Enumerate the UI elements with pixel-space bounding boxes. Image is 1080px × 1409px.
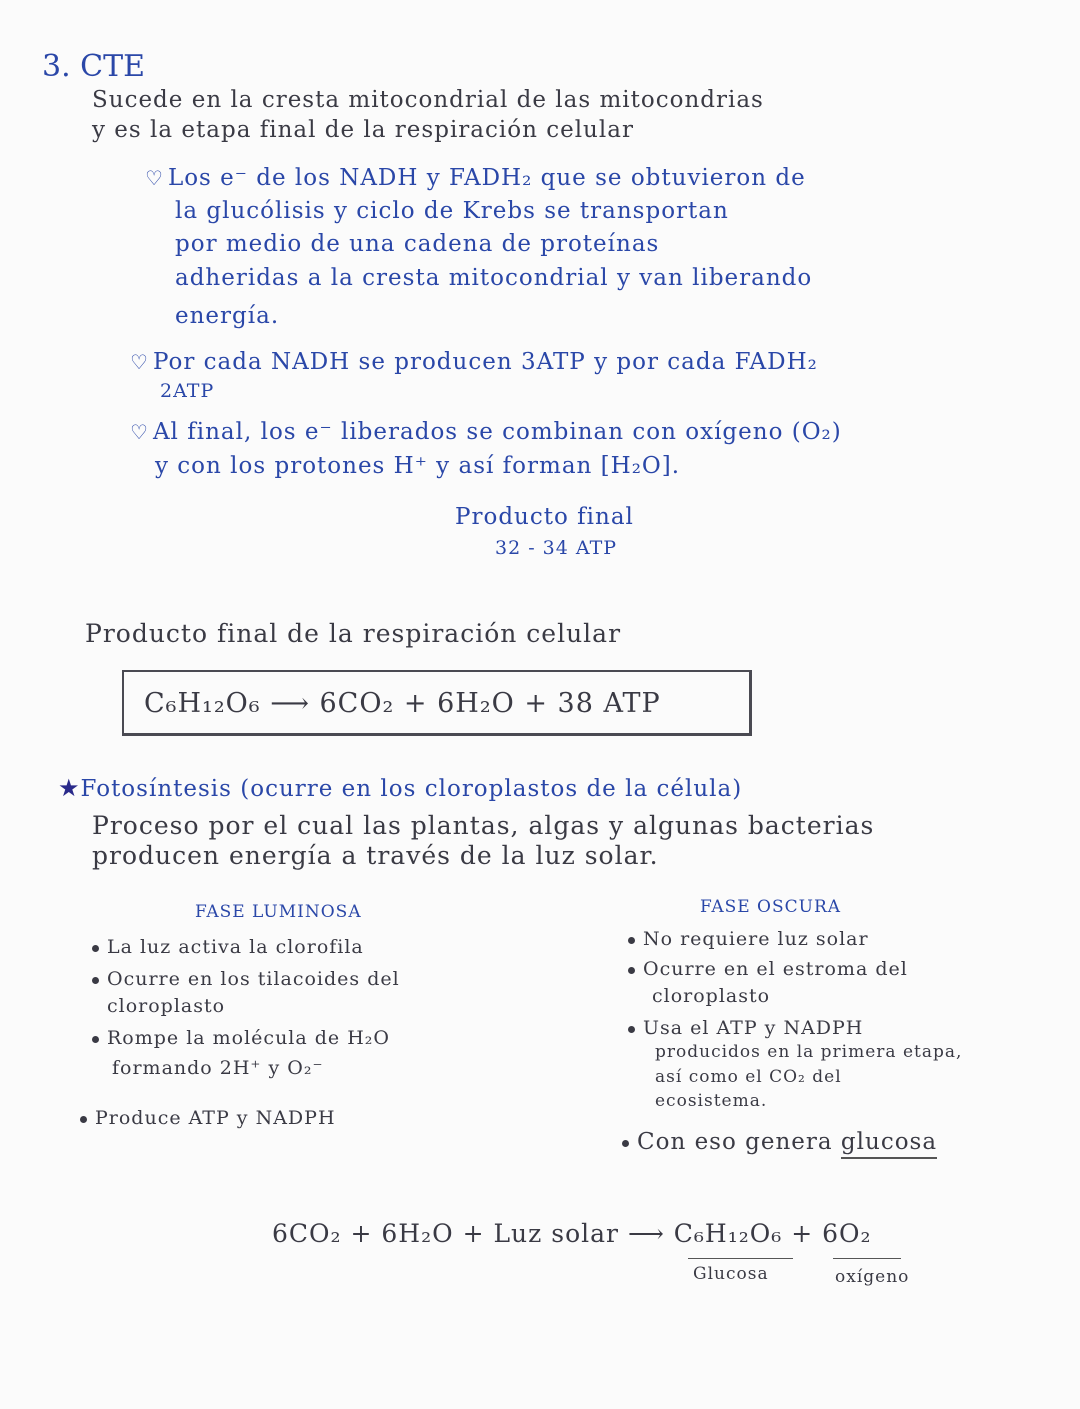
bullet-icon [628, 967, 635, 974]
respiration-product-title: Producto final de la respiración celular [85, 619, 622, 648]
photosynthesis-definition-line-1: Proceso por el cual las plantas, algas y algunas bacterias [92, 811, 875, 840]
cte-paragraph-3-line-2: y con los protones H⁺ y así forman [H₂O]. [155, 453, 681, 479]
cte-product-value: 32 - 34 ATP [495, 537, 618, 559]
section-heading-cte: 3. CTE [42, 49, 146, 84]
bullet-icon [92, 977, 99, 984]
cte-paragraph-1-line-3: por medio de una cadena de proteínas [175, 231, 660, 257]
oxygen-underline [833, 1258, 901, 1259]
heart-icon: ♡ [145, 166, 164, 190]
glucose-label: Glucosa [693, 1264, 769, 1284]
cte-paragraph-2-line-2: 2ATP [160, 380, 215, 402]
equation-glucose: C₆H₁₂O₆ [673, 1219, 783, 1248]
dark-bullet-2: Ocurre en el estroma del [628, 959, 908, 980]
cte-intro-line-1: Sucede en la cresta mitocondrial de las mitocondrias [92, 87, 764, 113]
equation-plus: + [791, 1219, 814, 1248]
cte-paragraph-1-line-5: energía. [175, 303, 280, 329]
dark-bullet-3-cont-2: así como el CO₂ del [655, 1067, 842, 1087]
bullet-icon [628, 937, 635, 944]
cte-intro-line-2: y es la etapa final de la respiración celular [92, 117, 634, 143]
cte-paragraph-1-line-2: la glucólisis y ciclo de Krebs se transportan [175, 198, 729, 224]
luminous-bullet-3: Rompe la molécula de H₂O [92, 1028, 390, 1049]
luminous-bullet-3-cont: formando 2H⁺ y O₂⁻ [112, 1057, 324, 1079]
cte-paragraph-2-line-1: ♡ Por cada NADH se producen 3ATP y por cada FADH₂ [130, 349, 818, 375]
bullet-icon [92, 945, 99, 952]
respiration-equation-box [122, 670, 752, 736]
luminous-phase-title: FASE LUMINOSA [195, 902, 362, 922]
bullet-icon [80, 1116, 87, 1123]
photosynthesis-title: ★Fotosíntesis (ocurre en los cloroplastos de la célula) [58, 774, 743, 802]
bullet-icon [628, 1026, 635, 1033]
equation-oxygen: 6O₂ [822, 1219, 872, 1248]
star-icon: ★ [58, 774, 81, 802]
heart-icon: ♡ [130, 350, 149, 374]
dark-bullet-3-cont-1: producidos en la primera etapa, [655, 1042, 963, 1062]
luminous-bullet-1: La luz activa la clorofila [92, 937, 364, 958]
dark-bullet-3: Usa el ATP y NADPH [628, 1018, 863, 1039]
luminous-bullet-4: Produce ATP y NADPH [80, 1108, 336, 1129]
heart-icon: ♡ [130, 420, 149, 444]
cte-paragraph-1-line-4: adheridas a la cresta mitocondrial y van liberando [175, 265, 813, 291]
photosynthesis-equation [272, 1220, 872, 1248]
cte-product-label: Producto final [455, 504, 634, 530]
glucosa-underlined: glucosa [841, 1129, 937, 1159]
bullet-icon [92, 1036, 99, 1043]
cte-paragraph-1-line-1: ♡ Los e⁻ de los NADH y FADH₂ que se obtuvieron de [145, 165, 806, 191]
glucose-underline [688, 1258, 793, 1259]
bullet-icon [622, 1140, 629, 1147]
luminous-bullet-2: Ocurre en los tilacoides del [92, 969, 400, 990]
cte-paragraph-3-line-1: ♡ Al final, los e⁻ liberados se combinan con oxígeno (O₂) [130, 419, 842, 445]
dark-bullet-2-cont: cloroplasto [652, 985, 771, 1007]
photosynthesis-definition-line-2: producen energía a través de la luz solar. [92, 841, 659, 870]
dark-bullet-4: Con eso genera glucosa [622, 1130, 937, 1155]
equation-reactants: 6CO₂ + 6H₂O + Luz solar ⟶ [272, 1219, 665, 1248]
dark-bullet-1: No requiere luz solar [628, 929, 869, 950]
respiration-equation: C₆H₁₂O₆ ⟶ 6CO₂ + 6H₂O + 38 ATP [144, 688, 661, 719]
oxygen-label: oxígeno [835, 1267, 910, 1287]
dark-bullet-3-cont-3: ecosistema. [655, 1091, 768, 1111]
dark-phase-title: FASE OSCURA [700, 897, 842, 917]
luminous-bullet-2-cont: cloroplasto [107, 995, 226, 1017]
